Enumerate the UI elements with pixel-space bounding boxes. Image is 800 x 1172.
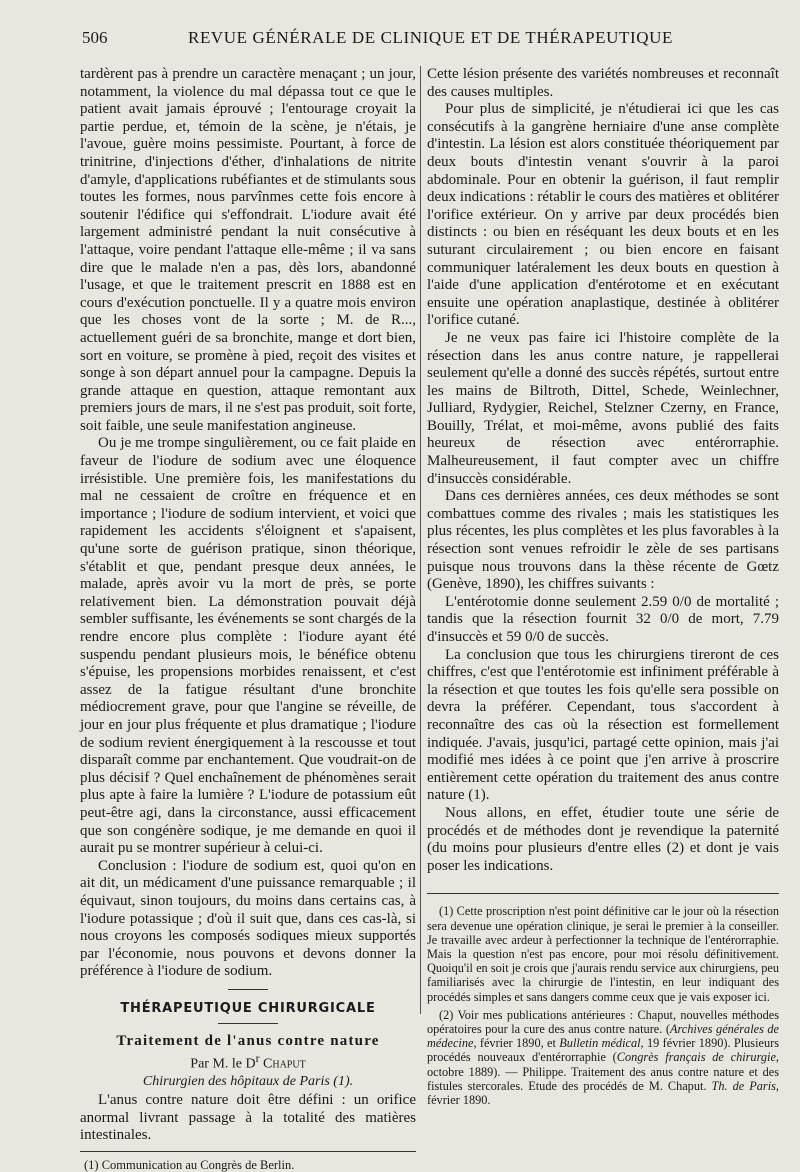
divider (218, 1023, 278, 1024)
author-prefix: Par M. le D (190, 1057, 256, 1073)
paragraph: tardèrent pas à prendre un caractère menaçant ; un jour, notamment, la violence du mal dépassa tout ce que le patient avait jamais éprouvé ; l'entourage croyait la partie perdue, et, témoin de la scène, je n'étais, je l'avoue, guère moins pessimiste. Pourtant, à force de trinitrine, d'injections d'éther, d'inhalations de nitrite d'amyle, d'applications rubéfiantes et de stimulants sous toutes les formes, nous parvînmes cette fois encore à soutenir l'édifice qui s'effondrait. L'iodure avait été largement administré pendant la nuit consécutive à l'attaque, voire pendant l'attaque elle-même ; il va sans dire que le malade n'en a pas, dès lors, abandonné l'usage, et que le traitement prescrit en 1888 est en cours d'exécution ponctuelle. Il y a quatre mois environ que les choses vont de la sorte ; M. de R..., actuellement guéri de sa bronchite, mange et dort bien, sort en voiture, se promène à pied, reçoit des visites et songe à son départ annuel pour la campagne. Depuis la grande attaque en question, attaque remontant aux premiers jours de mars, il ne s'est pas produit, soit forte, soit faible, une seule manifestation angineuse. (80, 66, 416, 434)
footnote-rule (427, 893, 779, 894)
section-title: THÉRAPEUTIQUE CHIRURGICALE (120, 1000, 376, 1016)
footnote-text: , février 1890. (427, 1078, 779, 1107)
footnote (427, 1008, 779, 1107)
paragraph: Nous allons, en effet, étudier toute une série de procédés et de méthodes dont je revendique la paternité (du moins pour plusieurs d'entre elles (2) et dont je vais poser les indications. (427, 804, 779, 874)
paragraph: Pour plus de simplicité, je n'étudierai ici que les cas consécutifs à la gangrène herniaire d'une anse complète d'intestin. La lésion est alors constituée théoriquement par deux bouts d'intestin venant s'ouvrir à la paroi abdominale. Pour en obtenir la guérison, il faut remplir deux indications : rétablir le cours des matières et oblitérer l'orifice extérieur. On y arrive par deux procédés bien distincts : ou bien en réséquant les deux bouts et en les suturant circulairement ; ou bien encore en faisant communiquer latéralement les deux bouts en question à l'aide d'une application d'entérotome et en exécutant ensuite une opération anaplastique, destinée à oblitérer l'orifice cutané. (427, 101, 779, 329)
page-number: 506 (82, 28, 108, 47)
left-column (80, 66, 416, 1172)
footnote-citation: Congrès français de chirurgie (616, 1050, 776, 1065)
footnote-text: , 19 février 1890). Plusieurs procédés nouveaux d'entérorraphie ( (427, 1036, 779, 1065)
paragraph: La conclusion que tous les chirurgiens tireront de ces chiffres, c'est que l'entérotomie est infiniment préférable à la résection et que toutes les fois qu'elle sera possible on devra la préférer. Cependant, tous s'accordent à reconnaître des cas où la résection est formellement indiquée. J'avais, jusqu'ici, partagé cette opinion, mais j'ai modifié mes idées à ce point que j'en arrive à proscrire entièrement cette opération du traitement des anus contre nature (1). (427, 646, 779, 804)
paragraph: L'entérotomie donne seulement 2.59 0/0 de mortalité ; tandis que la résection fournit 32 0/0 de mort, 7.79 d'insuccès et 59 0/0 de succès. (427, 593, 779, 645)
footnote-text: , février 1890, et (473, 1036, 560, 1051)
footnote-rule (80, 1151, 416, 1152)
footnote-citation: Bulletin médical (559, 1036, 641, 1051)
page-header (82, 28, 772, 52)
column-divider (420, 66, 421, 1014)
author-title-sup: r (255, 1052, 260, 1066)
footnote-text: , octobre 1889). — Philippe. Traitement des anus contre nature et des fistules stercorales. Etude des procédés de M. Chaput. (427, 1050, 779, 1093)
paragraph: Je ne veux pas faire ici l'histoire complète de la résection dans les anus contre nature, je rappellerai seulement qu'elle a donné des succès répétés, surtout entre les mains de Biltroth, Dittel, Schede, Weinlechner, Julliard, Rydygier, Reichel, Stelzner Czerny, en France, Bouilly, Trélat, et moi-même, avons publié des faits heureux de résection avec entérorraphie. Malheureusement, il faut compter avec un chiffre d'insuccès considérable. (427, 329, 779, 487)
article-author (80, 1050, 416, 1073)
footnote-citation: Th. de Paris (711, 1078, 776, 1093)
paragraph: Cette lésion présente des variétés nombreuses et reconnaît des causes multiples. (427, 66, 779, 100)
paragraph: Dans ces dernières années, ces deux méthodes se sont combattues comme des rivales ; mais les statistiques les plus récentes, les plus complètes et les plus favorables à la résection sont venues refroidir le zèle de ses partisans puisque nous trouvons dans la thèse récente de Gœtz (Genève, 1890), les chiffres suivants : (427, 488, 779, 593)
paragraph: L'anus contre nature doit être défini : un orifice anormal livrant passage à la totalité des matières intestinales. (80, 1092, 416, 1144)
author-name: Chaput (263, 1057, 306, 1073)
paragraph: Conclusion : l'iodure de sodium est, quoi qu'on en ait dit, un médicament d'une puissance remarquable ; il équivaut, sinon toujours, du moins dans certains cas, à l'iodure potassique ; d'où il suit que, dans ces cas-là, si nous croyons les composés sodiques mieux supportés par l'économie, nous pouvons et devons donner la préférence à l'iodure de sodium. (80, 857, 416, 980)
footnote-text: (2) Voir mes publications antérieures : Chaput, nouvelles méthodes opératoires pour la cure des anus contre nature. ( (427, 1007, 779, 1036)
divider (228, 989, 268, 990)
running-title: REVUE GÉNÉRALE DE CLINIQUE ET DE THÉRAPEUTIQUE (188, 28, 673, 47)
right-column (427, 66, 779, 1111)
article-title: Traitement de l'anus contre nature (116, 1033, 380, 1050)
footnote: (1) Cette proscription n'est point définitive car le jour où la résection sera devenue une opération clinique, je serai le premier à la conseiller. Je travaille avec ardeur à perfectionner la technique de l'entérorraphie. Mais la question n'est pas encore, pour moi résolu définitivement. Quoiqu'il en soit je crois que j'aurais rendu service aux chirurgiens, peu familiarisés avec la chirurgie de l'intestin, en leur indiquant des procédés simples et sans dangers comme ceux que je vais exposer ici. (427, 904, 779, 1004)
footnote: (1) Communication au Congrès de Berlin. (84, 1157, 295, 1172)
author-affiliation: Chirurgien des hôpitaux de Paris (1). (142, 1074, 354, 1090)
footnote-citation: Archives générales de médecine (427, 1021, 779, 1051)
paragraph: Ou je me trompe singulièrement, ou ce fait plaide en faveur de l'iodure de sodium avec une éloquence irrésistible. Une première fois, les manifestations du mal ne cessaient de croître en fréquence et en importance ; l'iodure de sodium intervient, et voici que rapidement les accidents s'éloignent et s'apaisent, qu'une sorte de guérison pratique, sinon théorique, s'établit et que, pendant presque deux années, le malade, après avoir vu la mort de près, se porte relativement bien. La démonstration pouvait déjà sembler suffisante, les événements se sont chargés de la rendre encore plus complète : l'iodure ayant été suspendu pendant plusieurs mois, le bénéfice obtenu s'épuise, les propensions morbides renaissent, et c'est assez de la fatigue résultant d'une bronchite médiocrement grave, pour que l'angine se réveille, de jour en jour plus fréquente et plus dramatique ; l'iodure de sodium revient énergiquement à la rescousse et tout disparaît comme par enchantement. Que voudrait-on de plus décisif ? Quel enchaînement de phénomènes serait plus apte à faire la lumière ? L'iodure de potassium eût peut-être agi, dans la circonstance, aussi efficacement que son congénère sodique, je me demande en quoi il aurait pu se montrer supérieur à celui-ci. (80, 435, 416, 857)
